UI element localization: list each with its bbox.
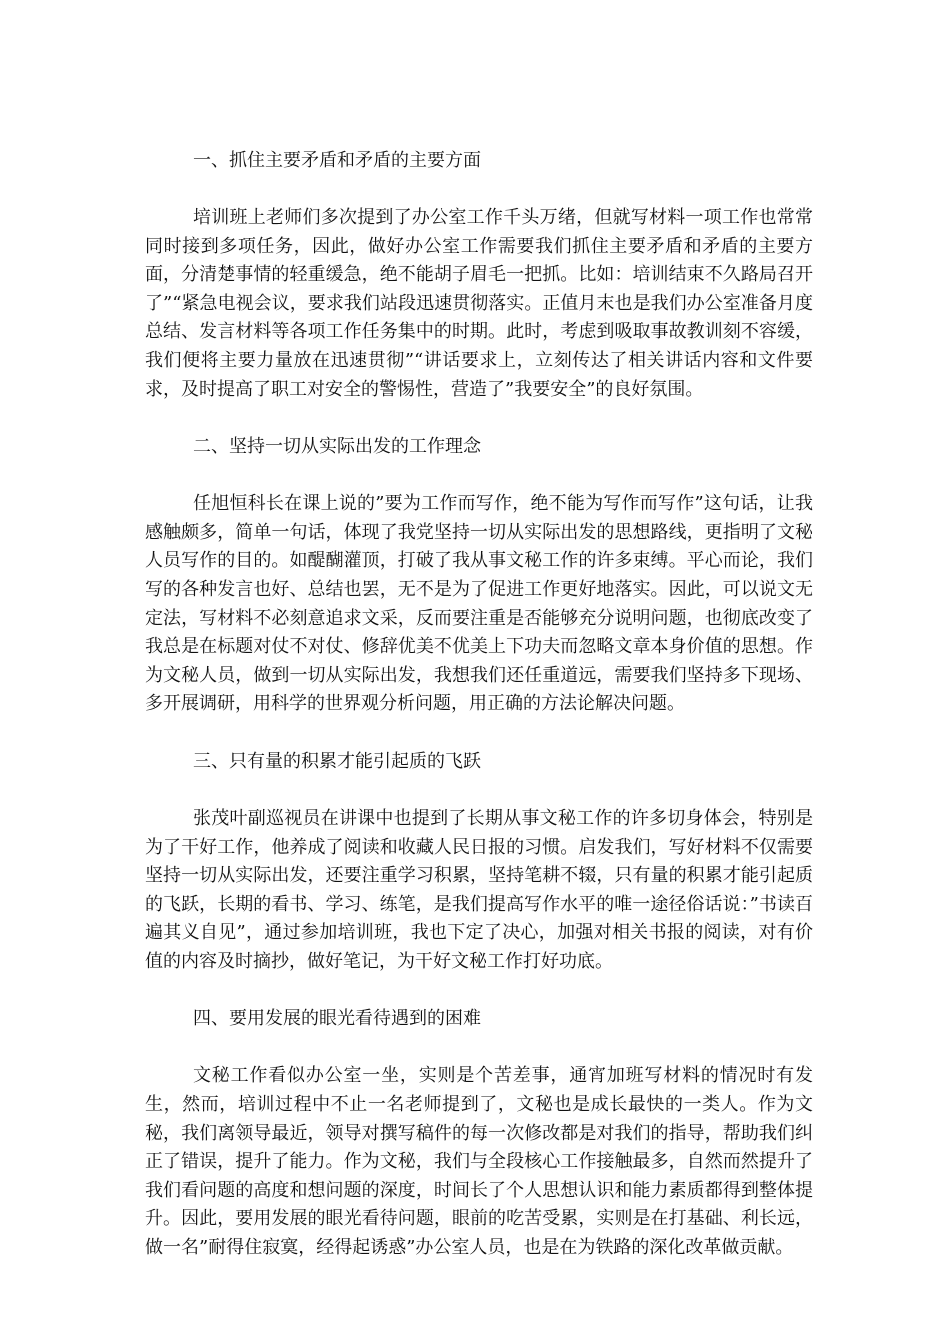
section-body-2: 任旭恒科长在课上说的”要为工作而写作，绝不能为写作而写作”这句话，让我感触颇多，简单一句话，体现了我党坚持一切从实际出发的思想路线，更指明了文秘人员写作的目的。如醍醐灌顶，打破了我从事文秘工作的许多束缚。平心而论，我们写的各种发言也好、总结也罢，无不是为了促进工作更好地落实。因此，可以说文无定法，写材料不必刻意追求文采，反而要注重是否能够充分说明问题，也彻底改变了我总是在标题对仗不对仗、修辞优美不优美上下功夫而忽略文章本身价值的思想。作为文秘人员，做到一切从实际出发，我想我们还任重道远，需要我们坚持多下现场、多开展调研，用科学的世界观分析问题，用正确的方法论解决问题。 — [145, 493, 813, 715]
section-body-3: 张茂叶副巡视员在讲课中也提到了长期从事文秘工作的许多切身体会，特别是为了干好工作，他养成了阅读和收藏人民日报的习惯。启发我们，写好材料不仅需要坚持一切从实际出发，还要注重学习积累，坚持笔耕不辍，只有量的积累才能引起质的飞跃，长期的看书、学习、练笔，是我们提高写作水平的唯一途径俗话说：”书读百遍其义自见”，通过参加培训班，我也下定了决心，加强对相关书报的阅读，对有价值的内容及时摘抄，做好笔记，为干好文秘工作打好功底。 — [145, 807, 813, 972]
section-heading-3: 三、只有量的积累才能引起质的飞跃 — [193, 750, 481, 772]
section-heading-1: 一、抓住主要矛盾和矛盾的主要方面 — [193, 150, 481, 171]
document-page — [145, 148, 813, 1263]
section-heading-2: 二、坚持一切从实际出发的工作理念 — [193, 436, 481, 458]
section-body-1: 培训班上老师们多次提到了办公室工作千头万绪，但就写材料一项工作也常常同时接到多项任务，因此，做好办公室工作需要我们抓住主要矛盾和矛盾的主要方面，分清楚事情的轻重缓急，绝不能胡子眉毛一把抓。比如：培训结束不久路局召开了”“紧急电视会议，要求我们站段迅速贯彻落实。正值月末也是我们办公室准备月度总结、发言材料等各项工作任务集中的时期。此时，考虑到吸取事故教训刻不容缓，我们便将主要力量放在迅速贯彻”“讲话要求上，立刻传达了相关讲话内容和文件要求，及时提高了职工对安全的警惕性，营造了”我要安全”的良好氛围。 — [145, 207, 813, 400]
section-heading-4: 四、要用发展的眼光看待遇到的困难 — [193, 1008, 481, 1030]
section-body-4: 文秘工作看似办公室一坐，实则是个苦差事，通宵加班写材料的情况时有发生，然而，培训过程中不止一名老师提到了，文秘也是成长最快的一类人。作为文秘，我们离领导最近，领导对撰写稿件的每一次修改都是对我们的指导，帮助我们纠正了错误，提升了能力。作为文秘，我们与全段核心工作接触最多，自然而然提升了我们看问题的高度和想问题的深度，时间长了个人思想认识和能力素质都得到整体提升。因此，要用发展的眼光看待问题，眼前的吃苦受累，实则是在打基础、利长远，做一名”耐得住寂寞，经得起诱惑”办公室人员，也是在为铁路的深化改革做贡献。 — [145, 1065, 813, 1259]
